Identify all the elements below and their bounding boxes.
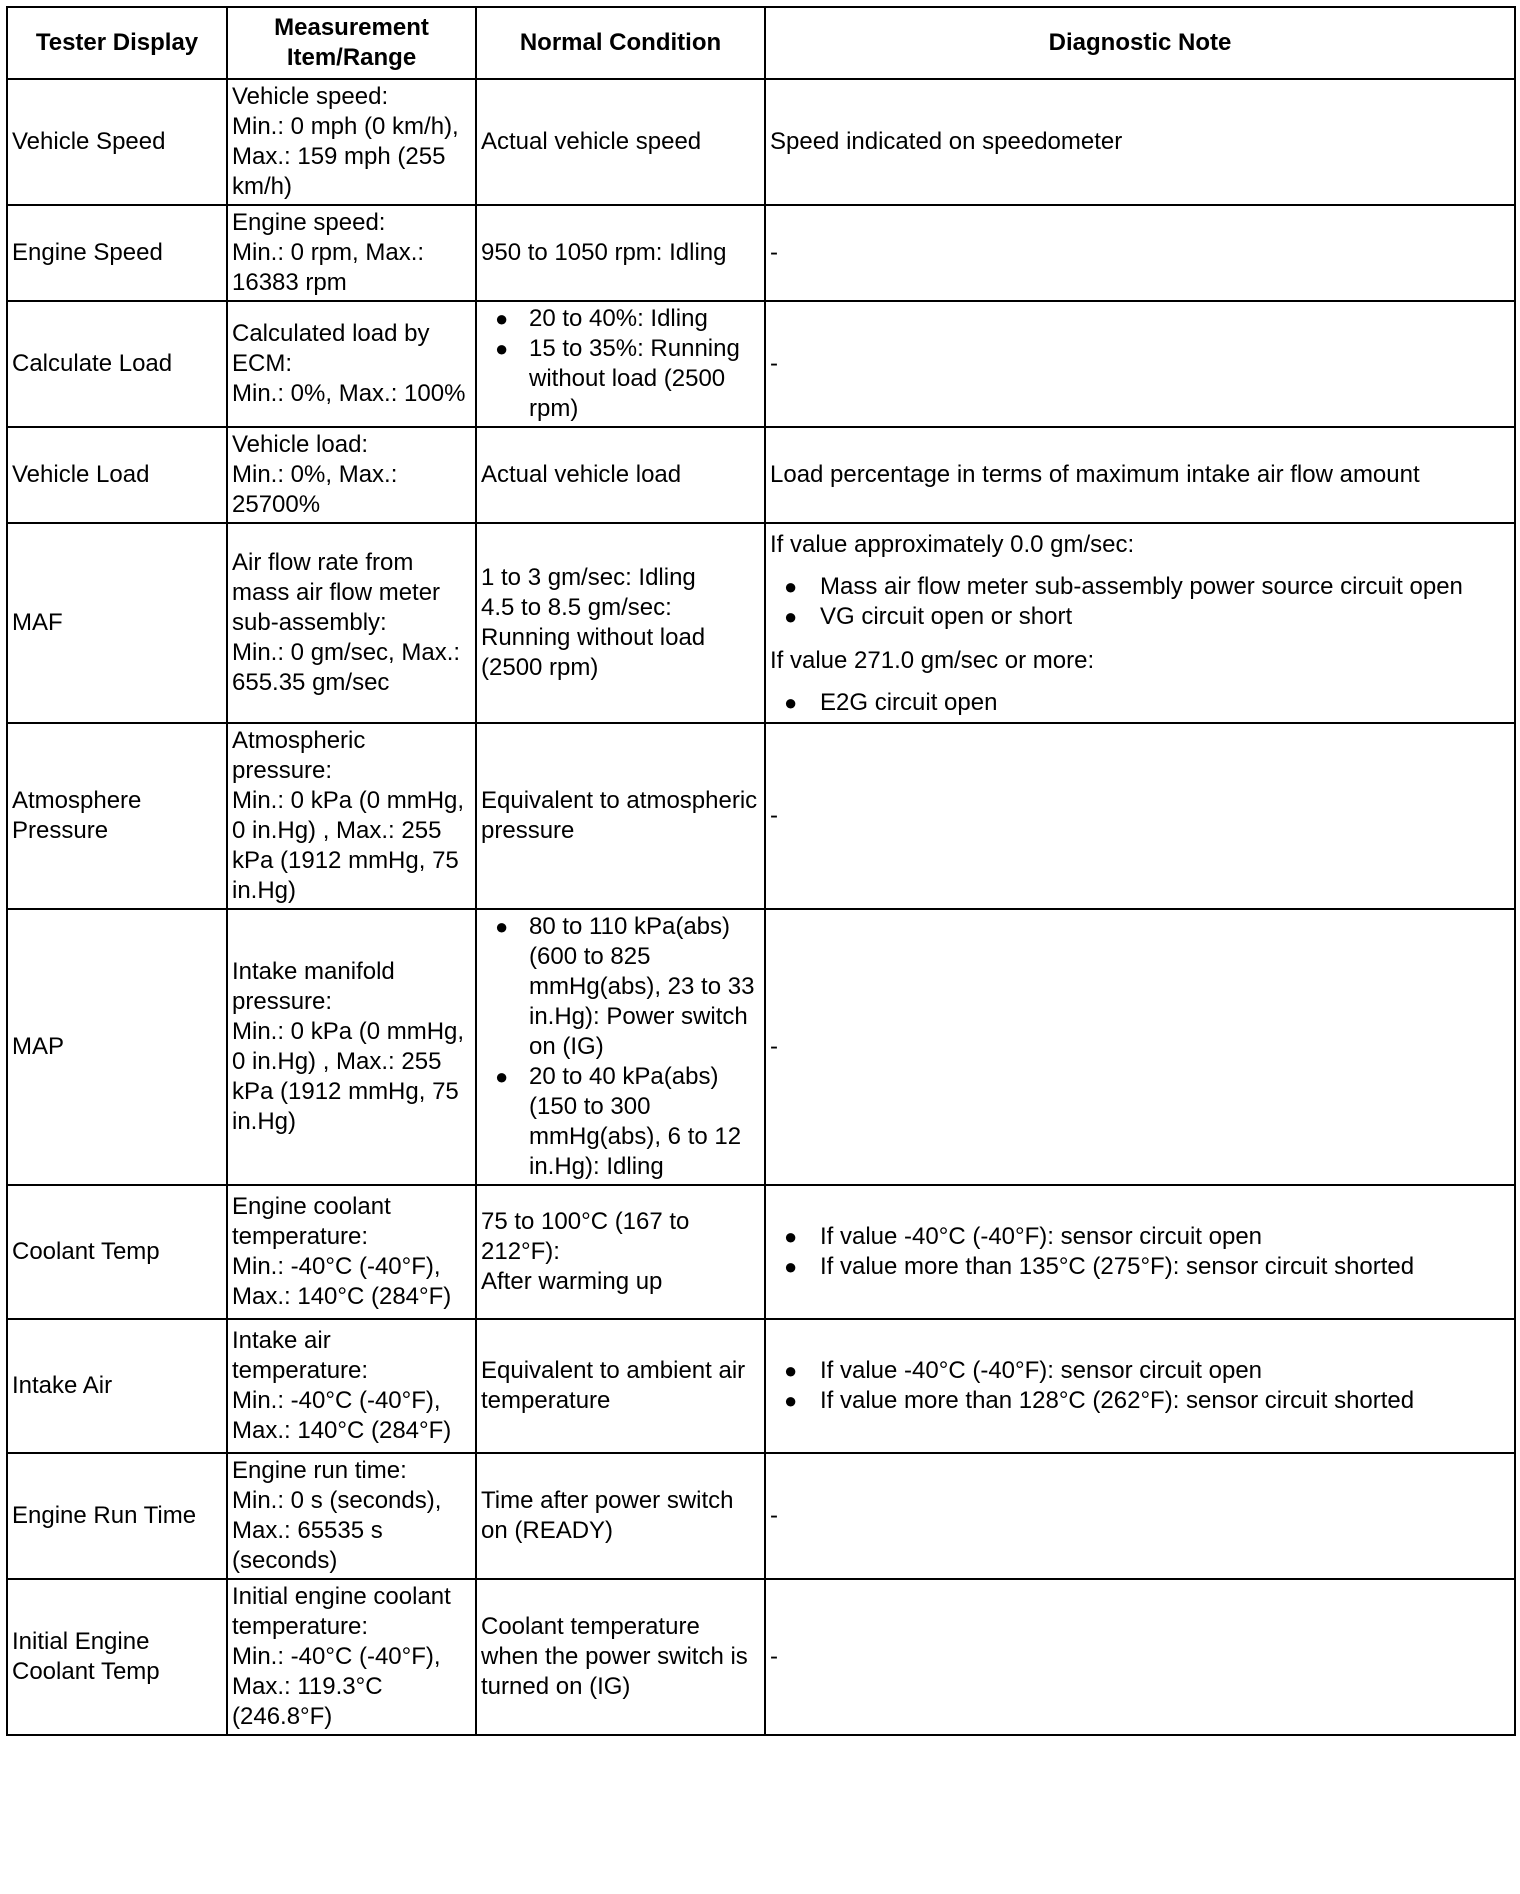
normal-condition-cell: Actual vehicle load: [476, 427, 765, 523]
measurement-cell: [227, 205, 476, 301]
measurement-range: Min.: 0 kPa (0 mmHg, 0 in.Hg) , Max.: 255 kPa (1912 mmHg, 75 in.Hg): [232, 787, 465, 904]
table-row: [7, 427, 1515, 523]
measurement-cell: [227, 1453, 476, 1579]
measurement-cell: [227, 301, 476, 427]
table-row: [7, 79, 1515, 205]
normal-condition-cell: [476, 523, 765, 723]
measurement-label: Engine coolant temperature:: [232, 1193, 391, 1250]
list-item: ● Mass air flow meter sub-assembly power source circuit open: [770, 572, 1510, 602]
header-tester-display: Tester Display: [7, 7, 227, 79]
table-row: [7, 1319, 1515, 1453]
measurement-cell: [227, 909, 476, 1185]
list-item: ● If value more than 128°C (262°F): sensor circuit shorted: [770, 1386, 1510, 1416]
measurement-label: Intake air temperature:: [232, 1327, 369, 1384]
diagnostic-note-cell: [765, 523, 1515, 723]
data-list-table: [6, 6, 1516, 1736]
measurement-cell: [227, 1579, 476, 1735]
table-row: [7, 1453, 1515, 1579]
table-row: [7, 909, 1515, 1185]
diagnostic-note-cell: -: [765, 723, 1515, 909]
measurement-range: Min.: 0 rpm, Max.: 16383 rpm: [232, 239, 425, 296]
normal-condition-cell: Actual vehicle speed: [476, 79, 765, 205]
table-row: [7, 301, 1515, 427]
normal-condition-cell: Equivalent to ambient air temperature: [476, 1319, 765, 1453]
table-row: [7, 205, 1515, 301]
diagnostic-note-cell: -: [765, 205, 1515, 301]
note-heading: If value approximately 0.0 gm/sec:: [770, 531, 1135, 558]
tester-display-cell: Engine Run Time: [7, 1453, 227, 1579]
measurement-label: Atmospheric pressure:: [232, 727, 366, 784]
header-diagnostic-note: Diagnostic Note: [765, 7, 1515, 79]
normal-condition-line: 1 to 3 gm/sec: Idling: [481, 564, 696, 591]
normal-condition-cell: [476, 909, 765, 1185]
list-item: ● 20 to 40 kPa(abs) (150 to 300 mmHg(abs), 6 to 12 in.Hg): Idling: [481, 1062, 760, 1182]
diagnostic-note-cell: Load percentage in terms of maximum intake air flow amount: [765, 427, 1515, 523]
measurement-cell: [227, 1185, 476, 1319]
table-row: [7, 523, 1515, 723]
measurement-range: Min.: 0%, Max.: 100%: [232, 380, 466, 407]
list-item: ● If value more than 135°C (275°F): sensor circuit shorted: [770, 1252, 1510, 1282]
measurement-label: Air flow rate from mass air flow meter sub-assembly:: [232, 549, 441, 636]
diagnostic-note-cell: -: [765, 1579, 1515, 1735]
data-list-page: [6, 6, 1514, 1736]
measurement-range: Min.: 0%, Max.: 25700%: [232, 461, 398, 518]
list-item: ● If value -40°C (-40°F): sensor circuit open: [770, 1222, 1510, 1252]
measurement-range: Min.: 0 mph (0 km/h), Max.: 159 mph (255 km/h): [232, 113, 459, 200]
normal-condition-cell: 950 to 1050 rpm: Idling: [476, 205, 765, 301]
normal-condition-cell: Equivalent to atmospheric pressure: [476, 723, 765, 909]
measurement-cell: [227, 723, 476, 909]
measurement-label: Vehicle speed:: [232, 83, 389, 110]
table-row: [7, 1579, 1515, 1735]
measurement-label: Engine run time:: [232, 1457, 407, 1484]
list-item: ● 80 to 110 kPa(abs) (600 to 825 mmHg(abs), 23 to 33 in.Hg): Power switch on (IG): [481, 912, 760, 1062]
measurement-cell: [227, 79, 476, 205]
note-heading: If value 271.0 gm/sec or more:: [770, 647, 1095, 674]
normal-condition-cell: [476, 301, 765, 427]
measurement-cell: [227, 1319, 476, 1453]
table-row: [7, 1185, 1515, 1319]
tester-display-cell: Calculate Load: [7, 301, 227, 427]
header-measurement-item: Measurement Item/Range: [227, 7, 476, 79]
diagnostic-note-cell: [765, 1319, 1515, 1453]
tester-display-cell: Coolant Temp: [7, 1185, 227, 1319]
list-item: ● 20 to 40%: Idling: [481, 304, 760, 334]
tester-display-cell: Engine Speed: [7, 205, 227, 301]
measurement-range: Min.: 0 s (seconds), Max.: 65535 s (seconds): [232, 1487, 442, 1574]
measurement-label: Initial engine coolant temperature:: [232, 1583, 451, 1640]
list-item: ● E2G circuit open: [770, 688, 1510, 718]
measurement-range: Min.: -40°C (-40°F), Max.: 140°C (284°F): [232, 1387, 452, 1444]
tester-display-cell: MAF: [7, 523, 227, 723]
measurement-label: Calculated load by ECM:: [232, 320, 430, 377]
measurement-range: Min.: -40°C (-40°F), Max.: 140°C (284°F): [232, 1253, 452, 1310]
measurement-cell: [227, 523, 476, 723]
measurement-range: Min.: -40°C (-40°F), Max.: 119.3°C (246.8°F): [232, 1643, 441, 1730]
header-row: [7, 7, 1515, 79]
normal-condition-cell: [476, 1185, 765, 1319]
measurement-label: Vehicle load:: [232, 431, 369, 458]
normal-condition-cell: Coolant temperature when the power switch is turned on (IG): [476, 1579, 765, 1735]
diagnostic-note-cell: -: [765, 909, 1515, 1185]
normal-condition-line: After warming up: [481, 1268, 663, 1295]
measurement-label: Engine speed:: [232, 209, 386, 236]
tester-display-cell: MAP: [7, 909, 227, 1185]
diagnostic-note-cell: -: [765, 301, 1515, 427]
tester-display-cell: Atmosphere Pressure: [7, 723, 227, 909]
normal-condition-line: 4.5 to 8.5 gm/sec: Running without load (2500 rpm): [481, 594, 706, 681]
measurement-range: Min.: 0 gm/sec, Max.: 655.35 gm/sec: [232, 639, 461, 696]
diagnostic-note-cell: [765, 1185, 1515, 1319]
tester-display-cell: Vehicle Speed: [7, 79, 227, 205]
table-row: [7, 723, 1515, 909]
list-item: ● If value -40°C (-40°F): sensor circuit open: [770, 1356, 1510, 1386]
normal-condition-cell: Time after power switch on (READY): [476, 1453, 765, 1579]
measurement-cell: [227, 427, 476, 523]
measurement-range: Min.: 0 kPa (0 mmHg, 0 in.Hg) , Max.: 255 kPa (1912 mmHg, 75 in.Hg): [232, 1018, 465, 1135]
measurement-label: Intake manifold pressure:: [232, 958, 395, 1015]
tester-display-cell: Intake Air: [7, 1319, 227, 1453]
diagnostic-note-cell: -: [765, 1453, 1515, 1579]
list-item: ● VG circuit open or short: [770, 602, 1510, 632]
tester-display-cell: Vehicle Load: [7, 427, 227, 523]
tester-display-cell: Initial Engine Coolant Temp: [7, 1579, 227, 1735]
normal-condition-line: 75 to 100°C (167 to 212°F):: [481, 1208, 690, 1265]
header-normal-condition: Normal Condition: [476, 7, 765, 79]
list-item: ● 15 to 35%: Running without load (2500 rpm): [481, 334, 760, 424]
diagnostic-note-cell: Speed indicated on speedometer: [765, 79, 1515, 205]
